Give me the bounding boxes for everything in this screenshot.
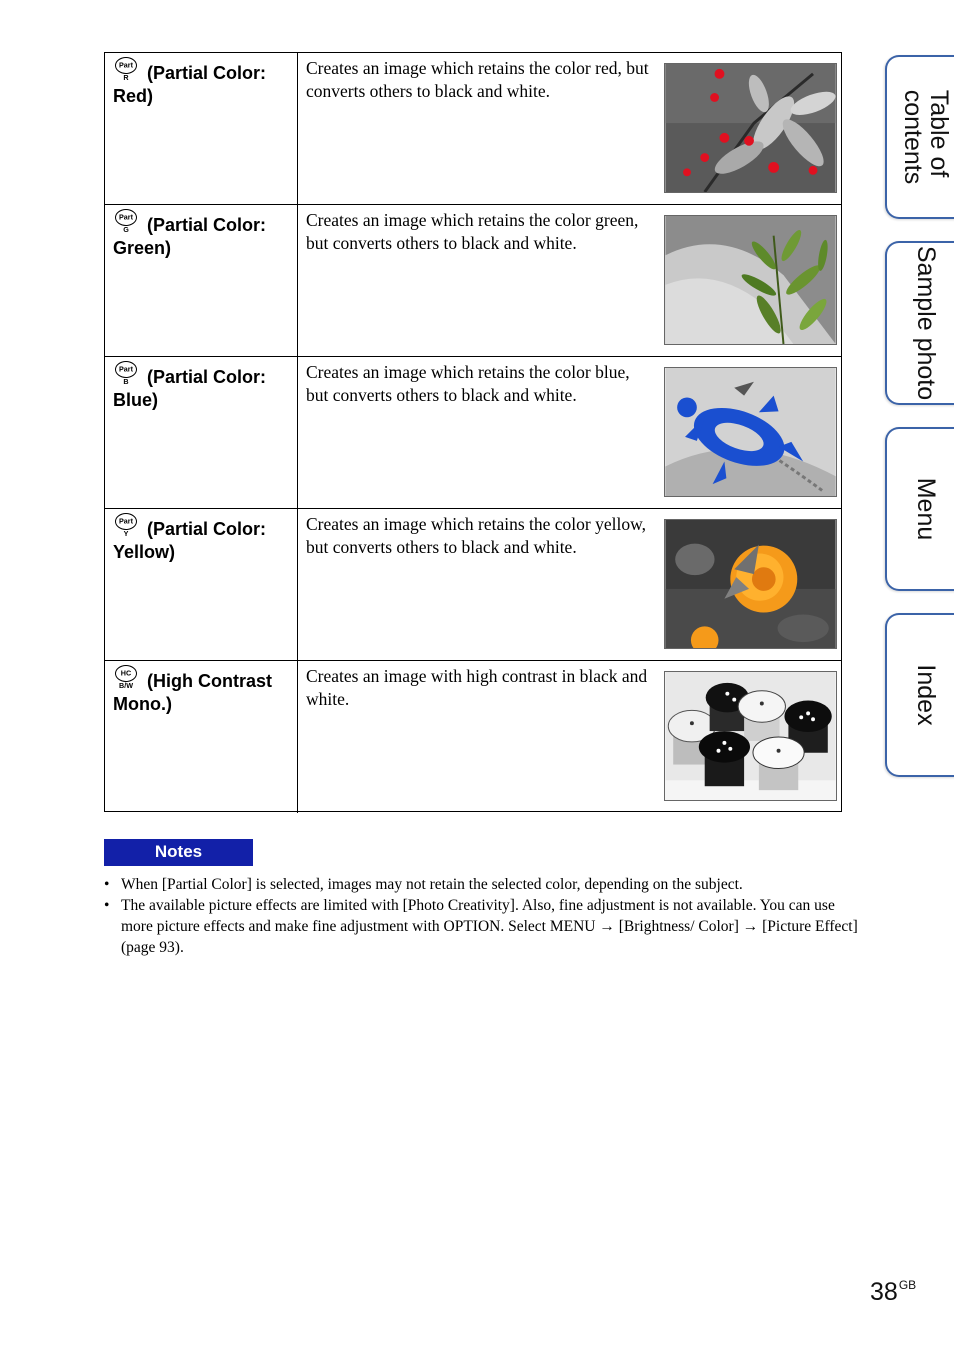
- note-item: • The available picture effects are limited with [Photo Creativity]. Also, fine adjustment is not available. You can use more picture effects and make fine adjustment with OPTION. Select MENU → [Brightness/ Color] → [Picture Effect] (page 93).: [104, 895, 864, 958]
- effect-name-cell: [105, 661, 298, 813]
- red-berries-photo: [664, 63, 837, 193]
- blue-turtle-photo: [664, 367, 837, 497]
- tab-label: Index: [912, 664, 940, 726]
- effect-name: (High Contrast Mono.): [113, 671, 272, 714]
- effect-description: Creates an image with high contrast in black and white.: [306, 666, 648, 709]
- tab-label: Sample photo: [912, 245, 940, 401]
- effect-name-cell: [105, 509, 298, 660]
- effect-description: Creates an image which retains the color yellow, but converts others to black and white.: [306, 514, 646, 557]
- effect-description: Creates an image which retains the color green, but converts others to black and white.: [306, 210, 639, 253]
- partial-color-yellow-icon: Part Y: [115, 513, 137, 530]
- effect-name: (Partial Color: Yellow): [113, 519, 267, 562]
- effect-description: Creates an image which retains the color red, but converts others to black and white.: [306, 58, 649, 101]
- tab-label: Table of contents: [899, 89, 953, 185]
- page-number-value: 38: [870, 1278, 898, 1306]
- tab-index[interactable]: [885, 613, 954, 777]
- tab-label: Menu: [912, 477, 940, 541]
- effect-name-cell: [105, 357, 298, 508]
- partial-color-green-icon: Part G: [115, 209, 137, 226]
- notes-list: [104, 874, 864, 958]
- page-number-suffix: GB: [898, 1278, 917, 1292]
- effect-row-partial-green: [105, 205, 841, 357]
- effect-name: (Partial Color: Blue): [113, 367, 267, 410]
- tab-table-of-contents[interactable]: [885, 55, 954, 219]
- effect-row-partial-blue: [105, 357, 841, 509]
- high-contrast-mono-icon: HC B/W: [115, 665, 137, 682]
- partial-color-red-icon: Part R: [115, 57, 137, 74]
- page-number: [870, 1278, 916, 1307]
- tab-menu[interactable]: [885, 427, 954, 591]
- effect-name-cell: [105, 205, 298, 356]
- effect-description: Creates an image which retains the color blue, but converts others to black and white.: [306, 362, 630, 405]
- tab-sample-photo[interactable]: [885, 241, 954, 405]
- cupcakes-photo: [664, 671, 837, 801]
- yellow-flower-photo: [664, 519, 837, 649]
- note-item: • When [Partial Color] is selected, images may not retain the selected color, depending on the subject.: [104, 874, 864, 895]
- partial-color-blue-icon: Part B: [115, 361, 137, 378]
- picture-effects-table: [104, 52, 842, 812]
- notes-badge: Notes: [104, 839, 253, 866]
- effect-name: (Partial Color: Green): [113, 215, 267, 258]
- effect-row-partial-yellow: [105, 509, 841, 661]
- green-plant-photo: [664, 215, 837, 345]
- effect-row-partial-red: [105, 53, 841, 205]
- effect-row-high-contrast-mono: [105, 661, 841, 813]
- effect-name-cell: [105, 53, 298, 204]
- effect-name: (Partial Color: Red): [113, 63, 267, 106]
